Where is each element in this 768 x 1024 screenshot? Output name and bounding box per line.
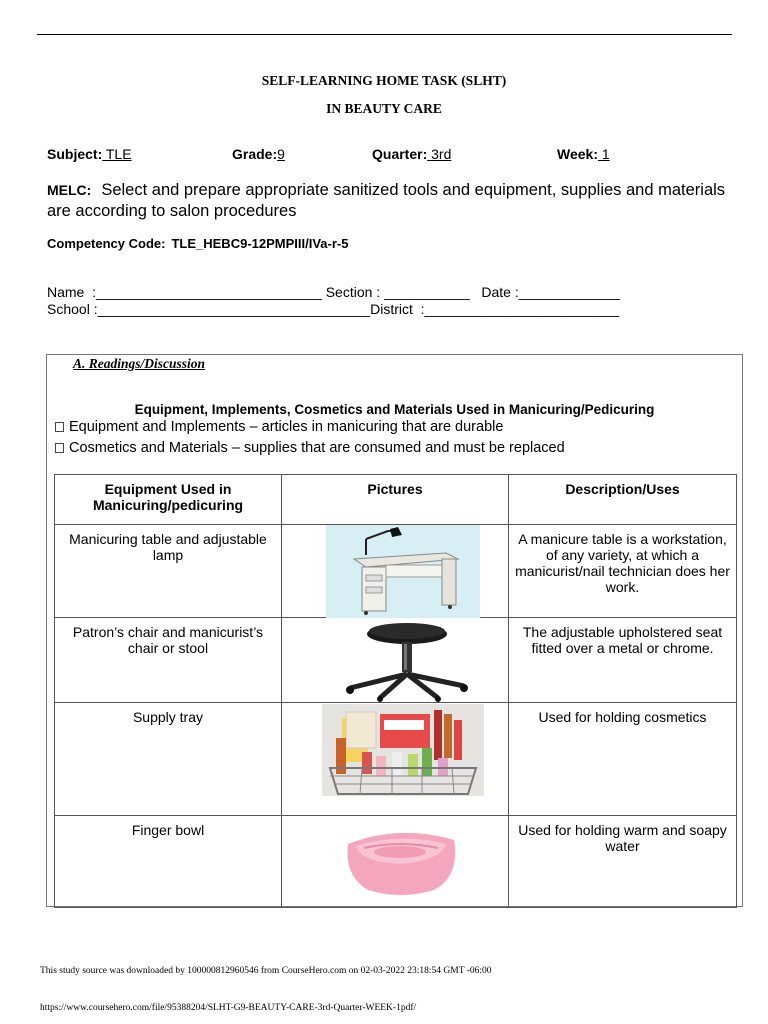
week-value: 1 [597, 146, 610, 162]
week-label: Week: [557, 146, 598, 162]
equipment-description: The adjustable upholstered seat fitted over a metal or chrome. [509, 618, 737, 703]
week-field [557, 146, 610, 162]
readings-heading: Equipment, Implements, Cosmetics and Materials Used in Manicuring/Pedicuring [134, 402, 655, 417]
supply-tray-icon [322, 704, 484, 796]
table-row [55, 618, 737, 703]
quarter-value: 3rd [427, 146, 452, 162]
equipment-description: A manicure table is a workstation, of any variety, at which a manicurist/nail technician does her work. [509, 525, 737, 618]
bullet-item [55, 419, 503, 435]
readings-label: A. Readings/Discussion [73, 356, 206, 371]
picture-cell [282, 525, 509, 618]
competency-code [47, 236, 348, 251]
school-district-line: School :___________________________________District :_________________________ [47, 301, 620, 317]
table-row [55, 703, 737, 816]
picture-cell [282, 703, 509, 816]
grade-label: Grade: [232, 146, 278, 162]
bullet-box-icon [55, 443, 64, 453]
source-url[interactable]: https://www.coursehero.com/file/95388204/SLHT-G9-BEAUTY-CARE-3rd-Quarter-WEEK-1pdf/ [40, 1003, 417, 1013]
quarter-label: Quarter: [372, 146, 428, 162]
column-header: Equipment Used in Manicuring/pedicuring [55, 475, 282, 525]
top-rule [37, 34, 732, 35]
equipment-description: Used for holding cosmetics [509, 703, 737, 816]
melc-text: Select and prepare appropriate sanitized tools and equipment, supplies and materials are according to salon procedures [47, 181, 726, 220]
document-subtitle: IN BEAUTY CARE [326, 101, 442, 116]
grade-field [232, 146, 285, 162]
column-header: Description/Uses [509, 475, 737, 525]
subject-field [47, 146, 132, 162]
finger-bowl-icon [330, 816, 470, 906]
name-section-date-line: Name :_____________________________ Section : ___________ Date :_____________ [47, 284, 620, 300]
manicure-table-icon [326, 525, 480, 618]
table-header-row [55, 475, 737, 525]
equipment-name: Manicuring table and adjustable lamp [55, 525, 282, 618]
quarter-field [372, 146, 451, 162]
bullet-text: Cosmetics and Materials – supplies that are consumed and must be replaced [69, 440, 565, 456]
picture-cell [282, 816, 509, 908]
equipment-name: Supply tray [55, 703, 282, 816]
equipment-name: Patron’s chair and manicurist’s chair or stool [55, 618, 282, 703]
bullet-text: Equipment and Implements – articles in manicuring that are durable [69, 419, 504, 435]
competency-code-value: TLE_HEBC9-12PMPIII/IVa-r-5 [171, 236, 349, 251]
table-row [55, 525, 737, 618]
column-header: Pictures [282, 475, 509, 525]
subject-value: TLE [102, 146, 132, 162]
document-title: SELF-LEARNING HOME TASK (SLHT) [261, 73, 507, 88]
competency-label: Competency Code: [47, 236, 166, 251]
subject-label: Subject: [47, 146, 103, 162]
equipment-table [54, 474, 737, 908]
grade-value: 9 [277, 146, 285, 162]
stool-icon [340, 620, 470, 702]
equipment-name: Finger bowl [55, 816, 282, 908]
bullet-item [55, 440, 565, 456]
table-row [55, 816, 737, 908]
bullet-box-icon [55, 422, 64, 432]
melc-statement [47, 180, 737, 222]
melc-label: MELC: [47, 182, 92, 198]
picture-cell [282, 618, 509, 703]
equipment-description: Used for holding warm and soapy water [509, 816, 737, 908]
download-notice: This study source was downloaded by 100000812960546 from CourseHero.com on 02-03-2022 23:18:54 GMT -06:00 [40, 966, 492, 976]
